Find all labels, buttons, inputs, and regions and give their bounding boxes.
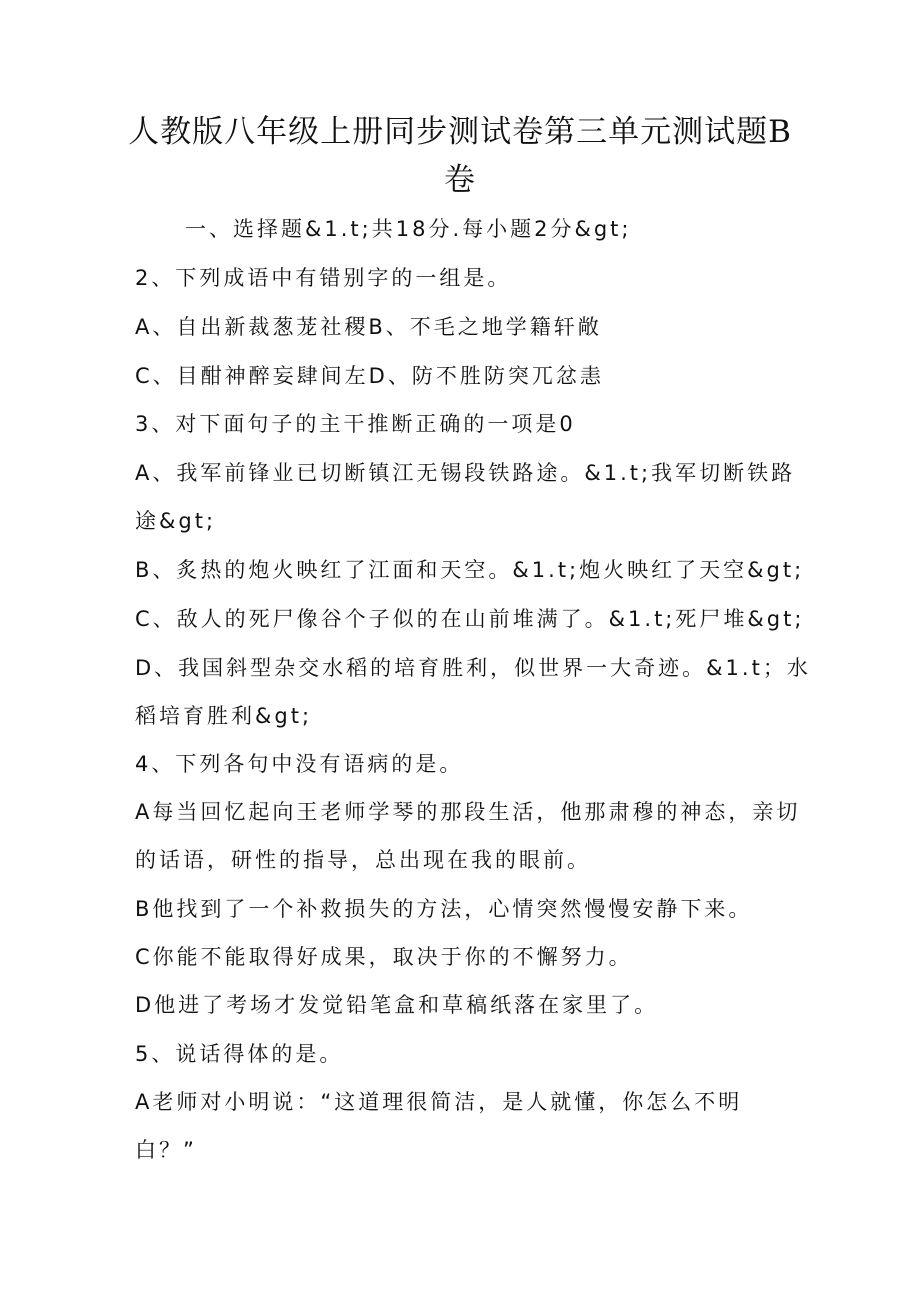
option-line: C你能不能取得好成果，取决于你的不懈努力。	[135, 945, 633, 969]
option-line: B他找到了一个补救损失的方法，心情突然慢慢安静下来。	[135, 897, 753, 921]
question-3: 3、对下面句子的主干推断正确的一项是0	[135, 412, 576, 436]
option-line: A、我军前锋业已切断镇江无锡段铁路途。&1.t;我军切断铁路	[135, 461, 796, 485]
option-line: C、目酣神醉妄肆间左D、防不胜防突兀忿恚	[135, 364, 604, 388]
option-line-continued: 白？”	[135, 1138, 197, 1162]
question-5: 5、说话得体的是。	[135, 1042, 344, 1066]
option-line: C、敌人的死尸像谷个子似的在山前堆满了。&1.t;死尸堆&gt;	[135, 607, 805, 631]
option-line-continued: 途&gt;	[135, 509, 217, 533]
document-title-line-1: 人教版八年级上册同步测试卷第三单元测试题B	[128, 114, 792, 150]
option-line: D他进了考场才发觉铅笔盒和草稿纸落在家里了。	[135, 993, 659, 1017]
option-line: A老师对小明说：“这道理很简洁，是人就懂，你怎么不明	[135, 1090, 743, 1114]
option-line: A、自出新裁葱茏社稷B、不毛之地学籍轩敞	[135, 315, 602, 339]
question-2: 2、下列成语中有错别字的一组是。	[135, 266, 512, 290]
option-line-continued: 的话语，研性的指导，总出现在我的眼前。	[135, 848, 591, 872]
section-heading: 一、选择题&1.t;共18分.每小题2分&gt;	[185, 217, 632, 241]
option-line-continued: 稻培育胜利&gt;	[135, 704, 313, 728]
option-line: A每当回忆起向王老师学琴的那段生活，他那肃穆的神态，亲切	[135, 800, 801, 824]
option-line: D、我国斜型杂交水稻的培育胜利，似世界一大奇迹。&1.t；水	[135, 656, 811, 680]
document-title-line-2: 卷	[444, 162, 476, 198]
question-4: 4、下列各句中没有语病的是。	[135, 752, 464, 776]
option-line: B、炙热的炮火映红了江面和天空。&1.t;炮火映红了天空&gt;	[135, 558, 805, 582]
